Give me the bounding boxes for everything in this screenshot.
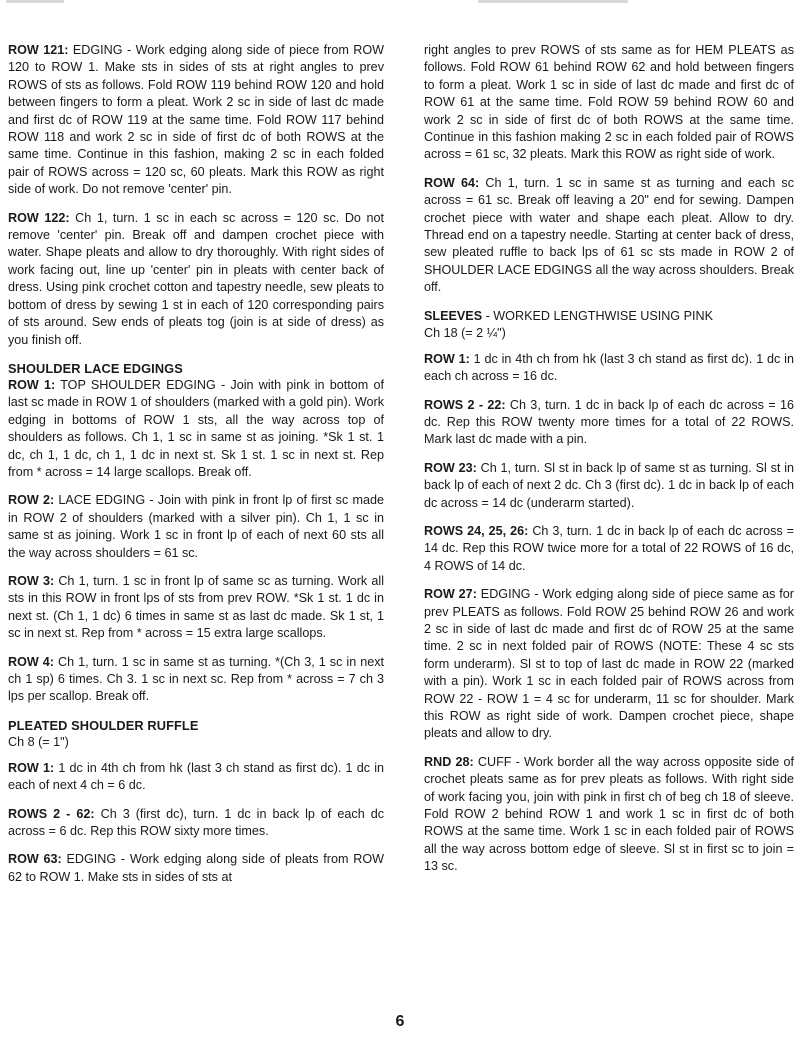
row-label: ROW 63: <box>8 852 62 867</box>
row-text: TOP SHOULDER EDGING - Join with pink in bottom of last sc made in ROW 1 of shoulders (marked with a gold pin). Work edging in bottoms of ROW 1 sts, all the way across top of shoulders as follows. Ch 1, 1 sc in same st as joining. *Sk 1 st. 1 dc, ch 1, 1 dc, ch 1, 1 dc in next st. Sk 1 st. 1 sc in next st. Rep from * across = 14 large scallops. Break off. <box>8 377 384 479</box>
left-column <box>8 42 384 897</box>
heading-label: SLEEVES <box>424 308 483 323</box>
row-text: Ch 1, turn. 1 sc in same st as turning. *(Ch 3, 1 sc in next ch 1 sp) 6 times. Ch 3. 1 sc in next sc. Rep from * across = 7 ch 3 lps per scallop. Break off. <box>8 654 384 704</box>
sleeve-rows-2-22 <box>424 397 794 449</box>
ruffle-row-64 <box>424 175 794 297</box>
row-text: EDGING - Work edging along side of pleats from ROW 62 to ROW 1. Make sts in sides of sts at <box>8 852 385 884</box>
row-text: Ch 3 (first dc), turn. 1 dc in back lp of each dc across = 6 dc. Rep this ROW sixty more times. <box>8 806 385 839</box>
section-heading-shoulder-lace: SHOULDER LACE EDGINGS <box>8 360 183 376</box>
section-subheading: Ch 18 (= 2 ¼") <box>424 325 506 340</box>
row-text: Ch 1, turn. 1 sc in front lp of same sc as turning. Work all sts in this ROW in front lps of sts from prev ROW. *Sk 1 st. 1 dc in next st. (Ch 1, 1 dc) 6 times in same st as last dc made. Sk 1 st, 1 sc in next st. Rep from * across = 15 extra large scallops. <box>8 573 384 641</box>
row-text: 1 dc in 4th ch from hk (last 3 ch stand as first dc). 1 dc in each ch across = 16 dc. <box>424 351 794 384</box>
row-label: ROWS 24, 25, 26: <box>424 523 529 538</box>
scan-artifact <box>6 0 64 3</box>
scan-artifact <box>478 0 628 3</box>
row-label: ROW 4: <box>8 654 54 669</box>
section-subheading: Ch 8 (= 1") <box>8 734 69 749</box>
row-label: ROW 23: <box>424 460 477 475</box>
shoulder-lace-row-4 <box>8 654 384 706</box>
sleeve-row-1 <box>424 351 794 386</box>
row-label: ROW 1: <box>8 377 56 392</box>
row-text: Ch 3, turn. 1 dc in back lp of each dc across = 14 dc. Rep this ROW twice more for a total of 22 ROWS of 16 dc, 4 ROWS of 14 dc. <box>424 523 794 573</box>
shoulder-lace-row-3 <box>8 573 384 643</box>
shoulder-lace-row-1 <box>8 377 384 481</box>
sleeve-rows-24-26 <box>424 523 794 575</box>
section-heading-sleeves <box>424 308 794 325</box>
sleeve-row-23 <box>424 460 794 512</box>
row-label: ROW 1: <box>8 760 55 775</box>
ruffle-row-1 <box>8 760 384 795</box>
row-text: 1 dc in 4th ch from hk (last 3 ch stand as first dc). 1 dc in each of next 4 ch = 6 dc. <box>8 760 384 793</box>
row-label: ROW 27: <box>424 587 477 602</box>
row-label: ROWS 2 - 22: <box>424 397 506 412</box>
ruffle-row-63 <box>8 851 384 886</box>
sleeve-rnd-28 <box>424 754 794 876</box>
row-text: Ch 1, turn. 1 sc in each sc across = 120 sc. Do not remove 'center' pin. Break off and dampen crochet piece with water. Shape pleats and allow to dry thoroughly. With right sides of work facing out, line up 'center' pin in pleats with center back of dress. Using pink crochet cotton and tapestry needle, sew pleats to bottom of dress by sewing 1 st in each of 120 corresponding pairs of sts around. Sew ends of pleats tog (join is at side of dress) as you finish off. <box>8 210 385 347</box>
row-text: Ch 1, turn. Sl st in back lp of same st as turning. Sl st in back lp of each of next 2 dc. Ch 3 (first dc). 1 dc in back lp of each dc across = 14 dc (underarm started). <box>424 460 794 510</box>
page-number: 6 <box>395 1013 405 1030</box>
row-63-continued: right angles to prev ROWS of sts same as for HEM PLEATS as follows. Fold ROW 61 behind ROW 62 and hold between fingers to form a pleat. Work 1 sc in side of last dc made and first dc of ROW 61 at the same time. Fold ROW 59 behind ROW 60 and work 2 sc in side of first dc of both ROWS at the same time. Continue in this fashion making 2 sc in each folded pair of ROWS across = 61 sc, 32 pleats. Mark this ROW as right side of work. <box>424 43 794 162</box>
row-label: ROW 3: <box>8 573 55 588</box>
row-text: EDGING - Work edging along side of piece same as for prev PLEATS as follows. Fold ROW 25 behind ROW 26 and work 2 sc in side of last dc made and first dc of ROW 25 at the same time. 2 sc in next folded pair of ROWS (NOTE: These 4 sc sts form underarm). Sl st to top of last dc made in ROW 22 (marked with a pin). Work 1 sc in each folded pair of ROWS across from ROW 22 - ROW 1 = 4 sc for underarm, 11 sc for shoulder. Mark this ROW as right side of work. Dampen crochet piece, shape pleats and allow to dry. <box>424 587 794 741</box>
sleeve-row-27 <box>424 586 794 743</box>
row-text: Ch 1, turn. 1 sc in same st as turning and each sc across = 61 sc. Break off leaving a 20" end for sewing. Dampen crochet piece with water and shape each pleat. Allow to dry. Thread end on a tapestry needle. Starting at center back of dress, sew pleated ruffle to back lps of 61 sc sts made in ROW 2 of SHOULDER LACE EDGINGS all the way across shoulders. Break off. <box>424 175 794 295</box>
row-label: RND 28: <box>424 754 474 769</box>
row-label: ROW 1: <box>424 351 470 366</box>
ruffle-rows-2-62 <box>8 806 384 841</box>
section-heading-pleated-ruffle: PLEATED SHOULDER RUFFLE <box>8 717 199 733</box>
right-column <box>424 42 794 887</box>
row-label: ROW 122: <box>8 210 70 225</box>
row-text: EDGING - Work edging along side of piece from ROW 120 to ROW 1. Make sts in sides of sts at right angles to prev ROWS of sts as follows. Fold ROW 119 behind ROW 120 and hold between fingers to form a pleat. Work 2 sc in side of last dc made and first dc of ROW 119 at the same time. Fold ROW 117 behind ROW 118 and work 2 sc in side of first dc of both ROWS at the same time. Continue in this fashion, making 2 sc in each folded pair of ROWS across = 120 sc, 60 pleats. Mark this ROW as right side of work. Do not remove 'center' pin. <box>8 43 385 197</box>
row-label: ROW 2: <box>8 493 55 508</box>
shoulder-lace-row-2 <box>8 492 384 562</box>
row-122-paragraph <box>8 210 384 349</box>
row-label: ROW 64: <box>424 175 480 190</box>
row-text: LACE EDGING - Join with pink in front lp of first sc made in ROW 2 of shoulders (marked with a silver pin). Ch 1, 1 sc in same st as joining. Work 1 sc in front lp of each of next 60 sts all the way across shoulders = 61 sc. <box>8 493 384 560</box>
row-label: ROWS 2 - 62: <box>8 806 95 821</box>
row-121-paragraph <box>8 42 384 199</box>
heading-text: - WORKED LENGTHWISE USING PINK <box>482 308 713 323</box>
row-text: Ch 3, turn. 1 dc in back lp of each dc across = 16 dc. Rep this ROW twenty more times for a total of 22 ROWS. Mark last dc made with a pin. <box>424 397 794 447</box>
row-label: ROW 121: <box>8 43 69 57</box>
row-text: CUFF - Work border all the way across opposite side of crochet pleats same as for prev pleats as follows. With right side of work facing you, join with pink in first ch of beg ch 18 of sleeve. Fold ROW 2 behind ROW 1 and work 1 sc in first dc of both ROWS at the same time. Work 1 sc in each folded pair of ROWS all the way across bottom edge of sleeve. Sl st in first sc to join = 13 sc. <box>424 754 794 874</box>
